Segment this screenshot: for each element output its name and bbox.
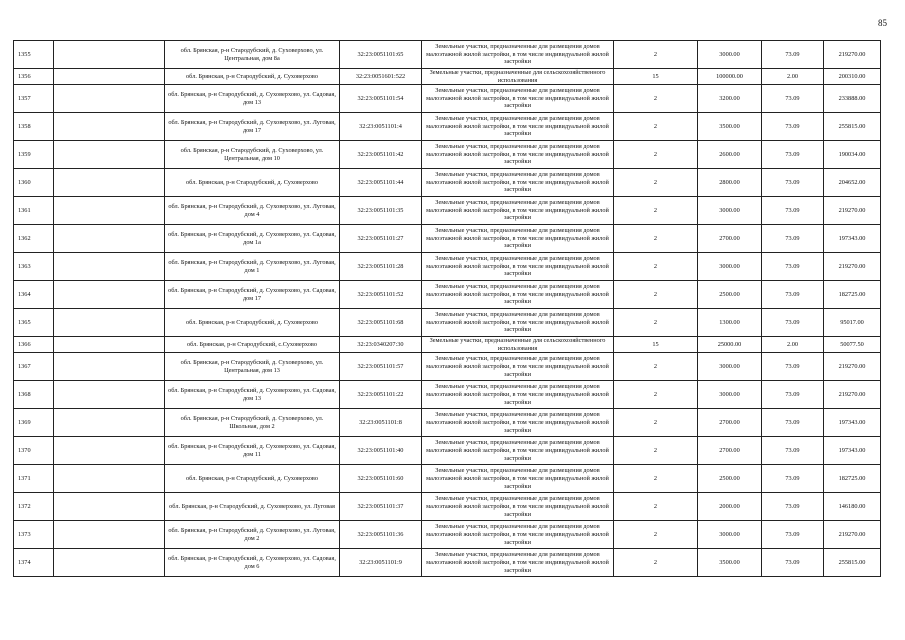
land-purpose-cell: Земельные участки, предназначенные для размещения домов малоэтажной жилой застройки, в том числе индивидуальной жилой застройки [422,225,614,253]
cadastral-number-cell: 32:23:0051101:60 [340,465,422,493]
group-cell: 2 [614,409,698,437]
rate-cell: 73.09 [762,85,824,113]
address-cell: обл. Брянская, р-н Стародубский, д. Суховерхово, ул. Луговая, дом 1 [165,253,340,281]
cadastral-number-cell: 32:23:0051101:36 [340,521,422,549]
land-purpose-cell: Земельные участки, предназначенные для сельскохозяйственного использования [422,337,614,353]
cadastral-value-cell: 182725.00 [824,281,881,309]
cadastral-value-cell: 233888.00 [824,85,881,113]
empty-cell [54,141,165,169]
area-cell: 3000.00 [698,41,762,69]
row-number-cell: 1355 [14,41,54,69]
rate-cell: 2.00 [762,69,824,85]
cadastral-value-cell: 197343.00 [824,409,881,437]
table-row [14,309,881,337]
address-cell: обл. Брянская, р-н Стародубский, д. Суховерхово, ул. Луговая, дом 2 [165,521,340,549]
land-purpose-cell: Земельные участки, предназначенные для размещения домов малоэтажной жилой застройки, в том числе индивидуальной жилой застройки [422,465,614,493]
empty-cell [54,85,165,113]
area-cell: 3000.00 [698,253,762,281]
cadastral-value-cell: 200310.00 [824,69,881,85]
cadastral-number-cell: 32:23:0051101:22 [340,381,422,409]
cadastral-value-cell: 204652.00 [824,169,881,197]
empty-cell [54,493,165,521]
table-body [14,41,881,577]
land-register-table [13,40,881,577]
table-row [14,381,881,409]
rate-cell: 73.09 [762,381,824,409]
row-number-cell: 1367 [14,353,54,381]
empty-cell [54,549,165,577]
row-number-cell: 1373 [14,521,54,549]
rate-cell: 73.09 [762,493,824,521]
rate-cell: 73.09 [762,549,824,577]
cadastral-value-cell: 219270.00 [824,521,881,549]
empty-cell [54,253,165,281]
cadastral-number-cell: 32:23:0051101:40 [340,437,422,465]
empty-cell [54,437,165,465]
land-purpose-cell: Земельные участки, предназначенные для размещения домов малоэтажной жилой застройки, в том числе индивидуальной жилой застройки [422,409,614,437]
group-cell: 2 [614,493,698,521]
cadastral-value-cell: 219270.00 [824,197,881,225]
empty-cell [54,521,165,549]
cadastral-number-cell: 32:23:0051101:8 [340,409,422,437]
empty-cell [54,281,165,309]
area-cell: 2600.00 [698,141,762,169]
table-row [14,69,881,85]
address-cell: обл. Брянская, р-н Стародубский, д. Суховерхово, ул. Садовая, дом 13 [165,85,340,113]
group-cell: 2 [614,253,698,281]
table-row [14,85,881,113]
land-purpose-cell: Земельные участки, предназначенные для размещения домов малоэтажной жилой застройки, в том числе индивидуальной жилой застройки [422,197,614,225]
cadastral-number-cell: 32:23:0051101:44 [340,169,422,197]
area-cell: 2500.00 [698,465,762,493]
table-row [14,141,881,169]
address-cell: обл. Брянская, р-н Стародубский, д. Суховерхово [165,309,340,337]
cadastral-number-cell: 32:23:0051101:9 [340,549,422,577]
address-cell: обл. Брянская, р-н Стародубский, д. Суховерхово, ул. Центральная, дом 8а [165,41,340,69]
area-cell: 2700.00 [698,225,762,253]
row-number-cell: 1357 [14,85,54,113]
empty-cell [54,465,165,493]
group-cell: 2 [614,169,698,197]
group-cell: 2 [614,465,698,493]
address-cell: обл. Брянская, р-н Стародубский, д. Суховерхово [165,465,340,493]
row-number-cell: 1372 [14,493,54,521]
table-row [14,521,881,549]
cadastral-value-cell: 50077.50 [824,337,881,353]
row-number-cell: 1358 [14,113,54,141]
land-purpose-cell: Земельные участки, предназначенные для размещения домов малоэтажной жилой застройки, в том числе индивидуальной жилой застройки [422,113,614,141]
address-cell: обл. Брянская, р-н Стародубский, д. Суховерхово, ул. Луговая [165,493,340,521]
empty-cell [54,225,165,253]
group-cell: 2 [614,381,698,409]
cadastral-value-cell: 255815.00 [824,549,881,577]
rate-cell: 73.09 [762,141,824,169]
cadastral-number-cell: 32:23:0051101:54 [340,85,422,113]
rate-cell: 2.00 [762,337,824,353]
area-cell: 1300.00 [698,309,762,337]
cadastral-number-cell: 32:23:0051601:522 [340,69,422,85]
land-purpose-cell: Земельные участки, предназначенные для размещения домов малоэтажной жилой застройки, в том числе индивидуальной жилой застройки [422,309,614,337]
group-cell: 2 [614,225,698,253]
area-cell: 3000.00 [698,521,762,549]
table-row [14,409,881,437]
cadastral-number-cell: 32:23:0051101:27 [340,225,422,253]
row-number-cell: 1356 [14,69,54,85]
address-cell: обл. Брянская, р-н Стародубский, д. Суховерхово, ул. Садовая, дом 17 [165,281,340,309]
group-cell: 15 [614,337,698,353]
group-cell: 2 [614,309,698,337]
cadastral-number-cell: 32:23:0051101:4 [340,113,422,141]
area-cell: 3200.00 [698,85,762,113]
table-row [14,169,881,197]
rate-cell: 73.09 [762,309,824,337]
land-purpose-cell: Земельные участки, предназначенные для размещения домов малоэтажной жилой застройки, в том числе индивидуальной жилой застройки [422,493,614,521]
row-number-cell: 1370 [14,437,54,465]
address-cell: обл. Брянская, р-н Стародубский, д. Суховерхово, ул. Садовая, дом 13 [165,381,340,409]
land-purpose-cell: Земельные участки, предназначенные для размещения домов малоэтажной жилой застройки, в том числе индивидуальной жилой застройки [422,41,614,69]
area-cell: 2700.00 [698,409,762,437]
rate-cell: 73.09 [762,437,824,465]
cadastral-number-cell: 32:23:0051101:42 [340,141,422,169]
rate-cell: 73.09 [762,521,824,549]
cadastral-number-cell: 32:23:0340207:30 [340,337,422,353]
rate-cell: 73.09 [762,253,824,281]
land-purpose-cell: Земельные участки, предназначенные для размещения домов малоэтажной жилой застройки, в том числе индивидуальной жилой застройки [422,353,614,381]
empty-cell [54,197,165,225]
row-number-cell: 1369 [14,409,54,437]
address-cell: обл. Брянская, р-н Стародубский, д. Суховерхово, ул. Садовая, дом 1а [165,225,340,253]
rate-cell: 73.09 [762,169,824,197]
rate-cell: 73.09 [762,465,824,493]
cadastral-value-cell: 219270.00 [824,41,881,69]
group-cell: 2 [614,197,698,225]
row-number-cell: 1366 [14,337,54,353]
address-cell: обл. Брянская, р-н Стародубский, д. Суховерхово, ул. Школьная, дом 2 [165,409,340,437]
group-cell: 15 [614,69,698,85]
area-cell: 25000.00 [698,337,762,353]
address-cell: обл. Брянская, р-н Стародубский, д. Суховерхово, ул. Садовая, дом 11 [165,437,340,465]
rate-cell: 73.09 [762,197,824,225]
land-purpose-cell: Земельные участки, предназначенные для размещения домов малоэтажной жилой застройки, в том числе индивидуальной жилой застройки [422,141,614,169]
cadastral-value-cell: 219270.00 [824,381,881,409]
cadastral-number-cell: 32:23:0051101:28 [340,253,422,281]
rate-cell: 73.09 [762,41,824,69]
group-cell: 2 [614,41,698,69]
row-number-cell: 1364 [14,281,54,309]
table-row [14,113,881,141]
land-purpose-cell: Земельные участки, предназначенные для размещения домов малоэтажной жилой застройки, в том числе индивидуальной жилой застройки [422,521,614,549]
land-purpose-cell: Земельные участки, предназначенные для размещения домов малоэтажной жилой застройки, в том числе индивидуальной жилой застройки [422,85,614,113]
group-cell: 2 [614,85,698,113]
page-number: 85 [878,18,887,28]
area-cell: 2000.00 [698,493,762,521]
cadastral-value-cell: 146180.00 [824,493,881,521]
cadastral-number-cell: 32:23:0051101:68 [340,309,422,337]
address-cell: обл. Брянская, р-н Стародубский, д. Суховерхово, ул. Луговая, дом 17 [165,113,340,141]
row-number-cell: 1360 [14,169,54,197]
cadastral-value-cell: 255815.00 [824,113,881,141]
area-cell: 2800.00 [698,169,762,197]
table-row [14,225,881,253]
area-cell: 3000.00 [698,197,762,225]
area-cell: 2500.00 [698,281,762,309]
address-cell: обл. Брянская, р-н Стародубский, с.Суховерхово [165,337,340,353]
table-row [14,493,881,521]
area-cell: 100000.00 [698,69,762,85]
group-cell: 2 [614,113,698,141]
group-cell: 2 [614,437,698,465]
cadastral-value-cell: 219270.00 [824,253,881,281]
cadastral-number-cell: 32:23:0051101:52 [340,281,422,309]
cadastral-value-cell: 190034.00 [824,141,881,169]
area-cell: 3000.00 [698,353,762,381]
row-number-cell: 1361 [14,197,54,225]
empty-cell [54,381,165,409]
rate-cell: 73.09 [762,225,824,253]
cadastral-value-cell: 182725.00 [824,465,881,493]
empty-cell [54,337,165,353]
table-row [14,41,881,69]
land-purpose-cell: Земельные участки, предназначенные для размещения домов малоэтажной жилой застройки, в том числе индивидуальной жилой застройки [422,281,614,309]
group-cell: 2 [614,353,698,381]
row-number-cell: 1371 [14,465,54,493]
address-cell: обл. Брянская, р-н Стародубский, д. Суховерхово, ул. Центральная, дом 10 [165,141,340,169]
land-purpose-cell: Земельные участки, предназначенные для размещения домов малоэтажной жилой застройки, в том числе индивидуальной жилой застройки [422,169,614,197]
empty-cell [54,69,165,85]
row-number-cell: 1374 [14,549,54,577]
cadastral-number-cell: 32:23:0051101:37 [340,493,422,521]
group-cell: 2 [614,281,698,309]
rate-cell: 73.09 [762,281,824,309]
row-number-cell: 1365 [14,309,54,337]
table-row [14,437,881,465]
empty-cell [54,41,165,69]
empty-cell [54,353,165,381]
address-cell: обл. Брянская, р-н Стародубский, д. Суховерхово, ул. Центральная, дом 13 [165,353,340,381]
group-cell: 2 [614,549,698,577]
row-number-cell: 1359 [14,141,54,169]
area-cell: 3000.00 [698,381,762,409]
empty-cell [54,113,165,141]
table-row [14,253,881,281]
land-purpose-cell: Земельные участки, предназначенные для размещения домов малоэтажной жилой застройки, в том числе индивидуальной жилой застройки [422,549,614,577]
rate-cell: 73.09 [762,353,824,381]
table-row [14,353,881,381]
address-cell: обл. Брянская, р-н Стародубский, д. Суховерхово, ул. Садовая, дом 6 [165,549,340,577]
empty-cell [54,169,165,197]
address-cell: обл. Брянская, р-н Стародубский, д. Суховерхово [165,69,340,85]
row-number-cell: 1368 [14,381,54,409]
group-cell: 2 [614,141,698,169]
empty-cell [54,409,165,437]
area-cell: 3500.00 [698,113,762,141]
area-cell: 3500.00 [698,549,762,577]
cadastral-value-cell: 95017.00 [824,309,881,337]
table-row [14,197,881,225]
row-number-cell: 1362 [14,225,54,253]
cadastral-number-cell: 32:23:0051101:65 [340,41,422,69]
table-row [14,337,881,353]
land-purpose-cell: Земельные участки, предназначенные для сельскохозяйственного использования [422,69,614,85]
table-row [14,549,881,577]
rate-cell: 73.09 [762,113,824,141]
land-purpose-cell: Земельные участки, предназначенные для размещения домов малоэтажной жилой застройки, в том числе индивидуальной жилой застройки [422,253,614,281]
area-cell: 2700.00 [698,437,762,465]
empty-cell [54,309,165,337]
table-row [14,281,881,309]
cadastral-value-cell: 219270.00 [824,353,881,381]
cadastral-value-cell: 197343.00 [824,437,881,465]
land-purpose-cell: Земельные участки, предназначенные для размещения домов малоэтажной жилой застройки, в том числе индивидуальной жилой застройки [422,437,614,465]
rate-cell: 73.09 [762,409,824,437]
address-cell: обл. Брянская, р-н Стародубский, д. Суховерхово [165,169,340,197]
cadastral-value-cell: 197343.00 [824,225,881,253]
land-purpose-cell: Земельные участки, предназначенные для размещения домов малоэтажной жилой застройки, в том числе индивидуальной жилой застройки [422,381,614,409]
cadastral-number-cell: 32:23:0051101:57 [340,353,422,381]
address-cell: обл. Брянская, р-н Стародубский, д. Суховерхово, ул. Луговая, дом 4 [165,197,340,225]
row-number-cell: 1363 [14,253,54,281]
table-row [14,465,881,493]
group-cell: 2 [614,521,698,549]
cadastral-number-cell: 32:23:0051101:35 [340,197,422,225]
